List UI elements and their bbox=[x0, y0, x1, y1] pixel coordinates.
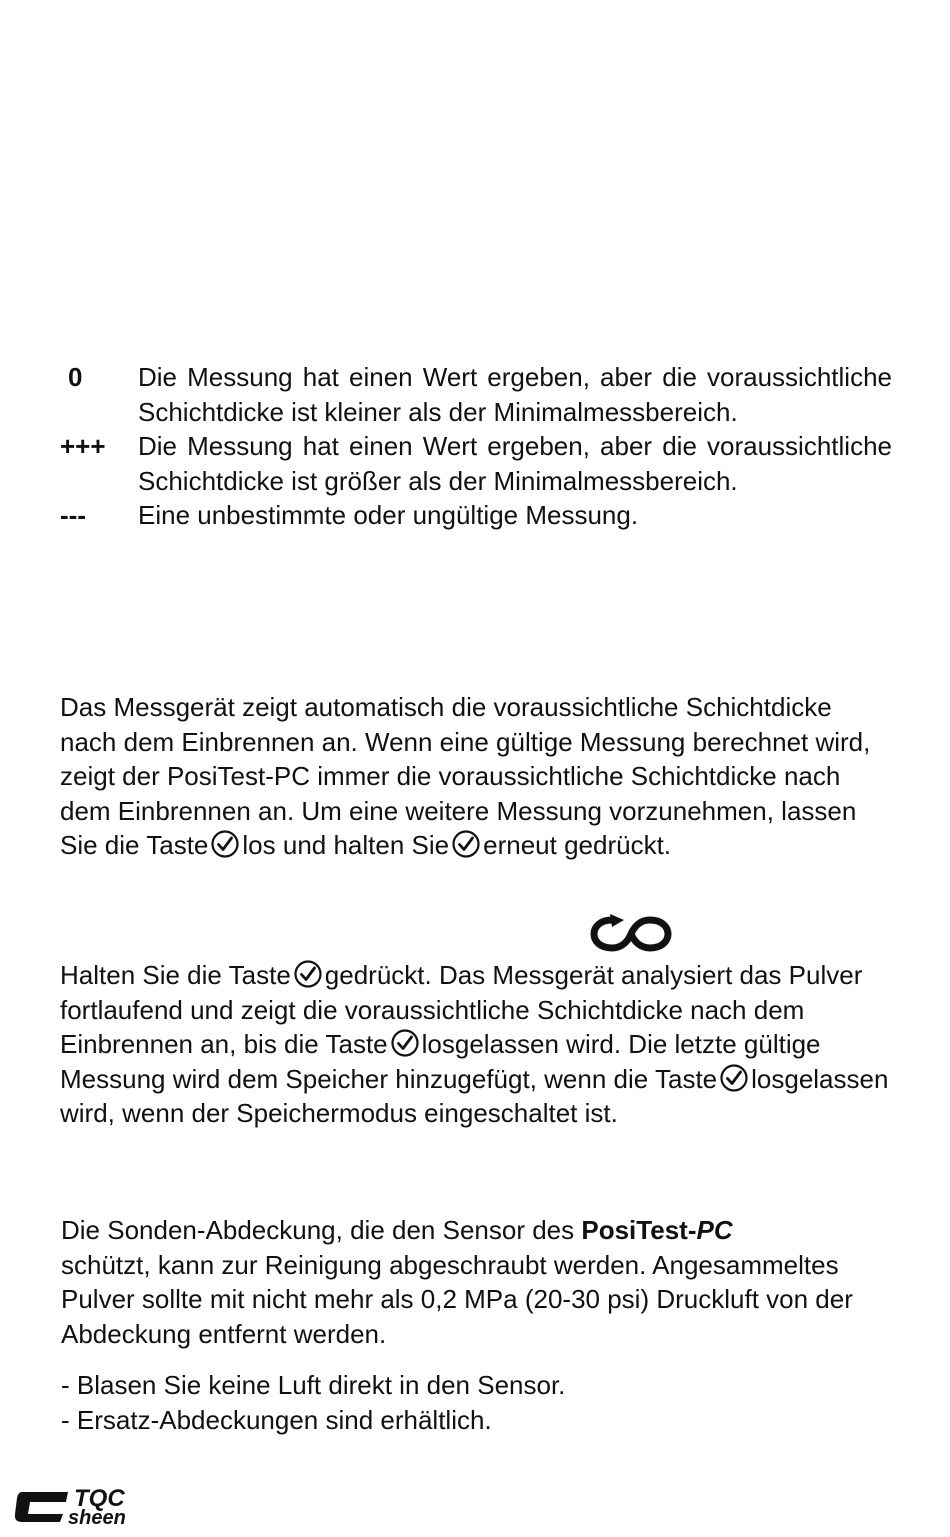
paragraph-text: losgelassen wird. Die letzte gültige Messung wird dem Speicher hinzugefügt, wenn die Taste bbox=[60, 1029, 821, 1094]
definition-symbol: --- bbox=[60, 500, 86, 530]
probe-cover-paragraph bbox=[61, 1213, 893, 1351]
definition-row bbox=[60, 498, 892, 533]
status-definitions bbox=[60, 360, 892, 533]
svg-text:sheen: sheen bbox=[68, 1507, 126, 1528]
svg-text:TQC: TQC bbox=[74, 1485, 125, 1512]
continuous-mode-paragraph bbox=[60, 958, 892, 1131]
check-button-icon bbox=[210, 829, 240, 859]
definition-row bbox=[60, 360, 892, 429]
check-button-icon bbox=[293, 959, 323, 989]
paragraph-text: erneut gedrückt. bbox=[483, 830, 672, 860]
definition-text: Die Messung hat einen Wert ergeben, aber die voraussichtliche Schichtdicke ist kleiner als der Minimalmessbereich. bbox=[138, 362, 892, 427]
tqc-logo-icon bbox=[14, 1484, 154, 1528]
paragraph-text: losgelassen wird, wenn der Speichermodus eingeschaltet ist. bbox=[60, 1063, 889, 1128]
auto-display-paragraph bbox=[60, 690, 892, 863]
definition-row bbox=[60, 429, 892, 498]
product-name: PosiTest-PC bbox=[581, 1215, 733, 1245]
note-item: - Blasen Sie keine Luft direkt in den Sensor. bbox=[61, 1370, 566, 1400]
paragraph-text: gedrückt. Das Messgerät analysiert das Pulver fortlaufend und zeigt die voraussichtliche Schichtdicke nach dem Einbrennen an, bis die Taste bbox=[60, 960, 863, 1059]
paragraph-text: Das Messgerät zeigt automatisch die voraussichtliche Schichtdicke nach dem Einbrennen an. Wenn eine gültige Messung berechnet wird, zeigt der PosiTest-PC immer die voraussichtliche Schichtdicke nach dem Einbrennen an. Um eine weitere Messung vorzunehmen, lassen Sie die Taste bbox=[60, 692, 871, 860]
notes-list bbox=[61, 1368, 893, 1437]
definition-symbol: +++ bbox=[60, 431, 106, 461]
check-button-icon bbox=[390, 1028, 420, 1058]
paragraph-text: Die Sonden-Abdeckung, die den Sensor des bbox=[61, 1215, 575, 1245]
check-button-icon bbox=[719, 1063, 749, 1093]
continuous-mode-icon bbox=[588, 910, 674, 956]
paragraph-text: Halten Sie die Taste bbox=[60, 960, 291, 990]
check-button-icon bbox=[451, 829, 481, 859]
definition-text: Die Messung hat einen Wert ergeben, aber die voraussichtliche Schichtdicke ist größer als der Minimalmessbereich. bbox=[138, 431, 892, 496]
paragraph-text: los und halten Sie bbox=[242, 830, 450, 860]
definition-symbol: 0 bbox=[68, 362, 83, 392]
paragraph-text: schützt, kann zur Reinigung abgeschraubt werden. Angesammeltes Pulver sollte mit nicht mehr als 0,2 MPa (20-30 psi) Druckluft von der Abdeckung entfernt werden. bbox=[61, 1249, 853, 1349]
note-item: - Ersatz-Abdeckungen sind erhältlich. bbox=[61, 1404, 492, 1435]
definition-text: Eine unbestimmte oder ungültige Messung. bbox=[138, 500, 639, 530]
